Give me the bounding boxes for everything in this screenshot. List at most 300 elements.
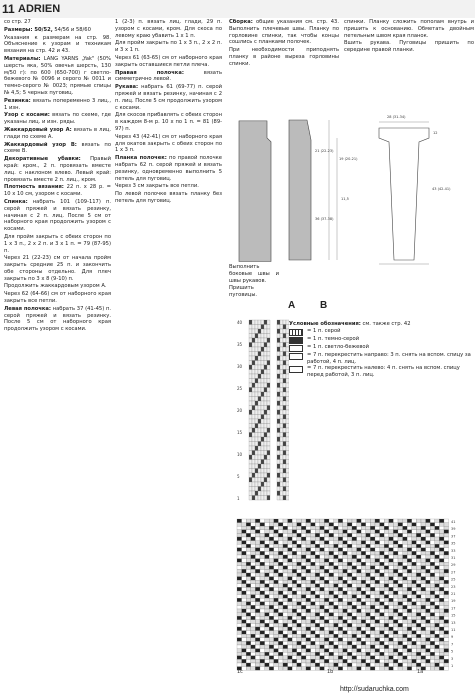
stitch-cell (421, 627, 426, 631)
stitch-cell (329, 530, 334, 534)
stitch-cell (320, 580, 325, 584)
stitch-cell (338, 627, 343, 631)
instruction-text: по правой полочке набрать 62 п. серой пряжей и вязать резинку, одновременно выполнить 5 петель для пуговиц. (115, 155, 222, 182)
stitch-cell (421, 530, 426, 534)
stitch-cell (320, 537, 325, 541)
stitch-cell (255, 544, 260, 548)
chart-a-cell (249, 437, 252, 442)
chart-a-cell (249, 460, 252, 465)
stitch-cell (370, 584, 375, 588)
stitch-cell (412, 591, 417, 595)
chart-a-cell (255, 356, 258, 361)
chart-a-cell (255, 392, 258, 397)
stitch-cell (320, 659, 325, 663)
stitch-cell (439, 555, 444, 559)
stitch-cell (375, 573, 380, 577)
stitch-cell (269, 645, 274, 649)
stitch-cell (246, 609, 251, 613)
stitch-cell (297, 541, 302, 545)
stitch-cell (274, 559, 279, 563)
stitch-cell (311, 566, 316, 570)
chart-b-cell (280, 424, 283, 429)
stitch-cell (403, 573, 408, 577)
stitch-cell (274, 569, 279, 573)
chart-b-cell (286, 419, 289, 424)
stitch-cell (416, 587, 421, 591)
stitch-cell (334, 634, 339, 638)
chart-b-cell (277, 437, 280, 442)
stitch-cell (265, 631, 270, 635)
stitch-cell (334, 541, 339, 545)
row-number: 15 (237, 430, 243, 435)
stitch-cell (255, 641, 260, 645)
stitch-cell (242, 580, 247, 584)
chart-a-cell (249, 433, 252, 438)
row-number: 7 (451, 642, 454, 647)
back-piece-shape (289, 120, 311, 260)
stitch-cell (375, 656, 380, 660)
stitch-cell (407, 627, 412, 631)
stitch-cell (430, 641, 435, 645)
stitch-cell (370, 519, 375, 523)
stitch-cell (288, 587, 293, 591)
stitch-cell (288, 605, 293, 609)
stitch-cell (278, 526, 283, 530)
stitch-cell (283, 623, 288, 627)
chart-a-cell (261, 487, 264, 492)
stitch-cell (306, 605, 311, 609)
chart-a-cell (267, 329, 270, 334)
instruction-text: Для скосов прибавлять с обеих сторон в каждом 8-м р. 10 х по 1 п. = 81 (89-97) п. (115, 112, 222, 132)
stitch-cell (255, 530, 260, 534)
instruction-paragraph (115, 155, 222, 182)
stitch-cell (251, 656, 256, 660)
stitch-cell (278, 605, 283, 609)
stitch-cell (370, 566, 375, 570)
instruction-paragraph (4, 127, 111, 141)
instruction-paragraph (4, 255, 111, 282)
stitch-cell (274, 649, 279, 653)
stitch-cell (278, 573, 283, 577)
stitch-cell (398, 645, 403, 649)
stitch-cell (315, 541, 320, 545)
stitch-cell (412, 573, 417, 577)
chart-b-cell (280, 383, 283, 388)
stitch-cell (260, 573, 265, 577)
chart-b-cell (280, 482, 283, 487)
stitch-cell (320, 548, 325, 552)
chart-a-cell (255, 361, 258, 366)
stitch-cell (380, 663, 385, 667)
stitch-cell (274, 541, 279, 545)
chart-b-cell (283, 320, 286, 325)
stitch-cell (301, 616, 306, 620)
stitch-cell (315, 537, 320, 541)
stitch-cell (384, 656, 389, 660)
stitch-cell (338, 530, 343, 534)
stitch-cell (329, 634, 334, 638)
stitch-cell (269, 562, 274, 566)
stitch-cell (357, 667, 362, 671)
stitch-cell (375, 605, 380, 609)
stitch-cell (274, 523, 279, 527)
chart-a-cell (252, 365, 255, 370)
chart-b-cell (280, 464, 283, 469)
chart-b-cell (280, 433, 283, 438)
stitch-cell (265, 566, 270, 570)
stitch-cell (255, 569, 260, 573)
stitch-cell (278, 598, 283, 602)
chart-a-cell (255, 433, 258, 438)
stitch-cell (338, 562, 343, 566)
stitch-cell (370, 627, 375, 631)
stitch-cell (375, 641, 380, 645)
stitch-cell (246, 627, 251, 631)
stitch-cell (366, 526, 371, 530)
stitch-cell (334, 656, 339, 660)
stitch-cell (260, 559, 265, 563)
stitch-cell (407, 559, 412, 563)
stitch-cell (398, 541, 403, 545)
stitch-cell (269, 602, 274, 606)
stitch-cell (329, 656, 334, 660)
stitch-cell (334, 548, 339, 552)
stitch-cell (444, 573, 449, 577)
instruction-text: вязать симметрично левой. (115, 69, 222, 83)
stitch-cell (439, 663, 444, 667)
chart-a-cell (264, 464, 267, 469)
instruction-paragraph (115, 134, 222, 154)
chart-b-cell (280, 361, 283, 366)
stitch-cell (260, 523, 265, 527)
stitch-cell (412, 605, 417, 609)
stitch-cell (370, 634, 375, 638)
stitch-cell (384, 634, 389, 638)
stitch-cell (297, 605, 302, 609)
instruction-paragraph (4, 112, 111, 126)
instruction-paragraph (115, 84, 222, 111)
stitch-cell (384, 652, 389, 656)
chart-a-cell (261, 406, 264, 411)
stitch-cell (403, 645, 408, 649)
stitch-cell (426, 631, 431, 635)
chart-a-cell (267, 325, 270, 330)
chart-a-cell (249, 338, 252, 343)
stitch-cell (380, 541, 385, 545)
stitch-cell (412, 577, 417, 581)
stitch-cell (324, 519, 329, 523)
stitch-cell (380, 638, 385, 642)
stitch-cell (288, 569, 293, 573)
instructions-small (229, 264, 279, 300)
stitch-cell (324, 580, 329, 584)
chart-b-cell (283, 419, 286, 424)
stitch-cell (435, 537, 440, 541)
stitch-cell (426, 634, 431, 638)
stitch-cell (329, 641, 334, 645)
stitch-cell (283, 526, 288, 530)
chart-a-cell (258, 455, 261, 460)
stitch-cell (324, 631, 329, 635)
stitch-cell (444, 609, 449, 613)
stitch-cell (347, 609, 352, 613)
stitch-cell (416, 631, 421, 635)
stitch-cell (421, 631, 426, 635)
stitch-cell (306, 634, 311, 638)
stitch-cell (357, 605, 362, 609)
stitch-cell (301, 533, 306, 537)
stitch-cell (357, 620, 362, 624)
chart-a-cell (267, 347, 270, 352)
stitch-cell (297, 620, 302, 624)
stitch-cell (393, 627, 398, 631)
label-m3: 36 (37-38) (315, 217, 334, 221)
stitch-cell (407, 577, 412, 581)
stitch-cell (412, 613, 417, 617)
stitch-cell (334, 580, 339, 584)
stitch-cell (274, 526, 279, 530)
stitch-cell (269, 551, 274, 555)
stitch-cell (439, 613, 444, 617)
stitch-cell (311, 638, 316, 642)
stitch-cell (430, 620, 435, 624)
chart-a-cell (261, 415, 264, 420)
stitch-cell (283, 620, 288, 624)
stitch-cell (334, 613, 339, 617)
chart-a-cell (267, 442, 270, 447)
stitch-cell (380, 569, 385, 573)
stitch-cell (435, 580, 440, 584)
stitch-cell (278, 634, 283, 638)
stitch-cell (384, 526, 389, 530)
stitch-cell (435, 641, 440, 645)
stitch-cell (301, 523, 306, 527)
chart-b-cell (283, 460, 286, 465)
chart-a-cell (255, 383, 258, 388)
legend-symbol-icon (289, 329, 303, 336)
stitch-cell (435, 559, 440, 563)
stitch-cell (269, 548, 274, 552)
stitch-cell (251, 584, 256, 588)
chart-a-cell (255, 379, 258, 384)
stitch-cell (334, 523, 339, 527)
chart-a-cell (252, 379, 255, 384)
stitch-cell (389, 595, 394, 599)
stitch-cell (237, 544, 242, 548)
stitch-cell (329, 602, 334, 606)
stitch-cell (412, 533, 417, 537)
chart-a-cell (255, 491, 258, 496)
stitch-cell (435, 605, 440, 609)
stitch-cell (237, 652, 242, 656)
stitch-cell (352, 649, 357, 653)
stitch-cell (334, 577, 339, 581)
stitch-cell (288, 634, 293, 638)
stitch-cell (347, 584, 352, 588)
stitch-cell (288, 598, 293, 602)
chart-b-cell (283, 424, 286, 429)
stitch-cell (315, 616, 320, 620)
stitch-cell (255, 645, 260, 649)
stitch-cell (380, 595, 385, 599)
stitch-cell (435, 591, 440, 595)
stitch-cell (412, 584, 417, 588)
instruction-paragraph (4, 142, 111, 156)
row-number: 21 (451, 592, 456, 596)
stitch-cell (380, 587, 385, 591)
stitch-cell (278, 649, 283, 653)
stitch-cell (274, 616, 279, 620)
stitch-cell (237, 595, 242, 599)
stitch-cell (306, 638, 311, 642)
stitch-cell (361, 523, 366, 527)
stitch-cell (320, 587, 325, 591)
stitch-cell (421, 551, 426, 555)
stitch-cell (269, 584, 274, 588)
legend-title: Условные обозначения: (289, 321, 361, 327)
stitch-cell (338, 541, 343, 545)
stitch-cell (430, 602, 435, 606)
chart-a-cell (252, 437, 255, 442)
chart-a-cell (255, 478, 258, 483)
stitch-cell (324, 627, 329, 631)
stitch-cell (393, 526, 398, 530)
chart-a-cell (249, 428, 252, 433)
stitch-cell (269, 613, 274, 617)
stitch-cell (338, 544, 343, 548)
chart-b-cell (280, 419, 283, 424)
chart-a-cell (255, 410, 258, 415)
stitch-cell (269, 616, 274, 620)
stitch-cell (343, 537, 348, 541)
stitch-cell (255, 595, 260, 599)
chart-a-cell (267, 370, 270, 375)
stitch-cell (237, 659, 242, 663)
chart-a-cell (264, 419, 267, 424)
label-m1: 21 (22-23) (315, 149, 334, 153)
stitch-cell (260, 663, 265, 667)
instruction-text: набрать 37 (41-45) п. серой пряжей и вязать резинку. После 5 см от наборного края продолжить узором с косами. (4, 305, 111, 333)
stitch-cell (361, 649, 366, 653)
stitch-cell (426, 659, 431, 663)
stitch-cell (246, 667, 251, 671)
chart-b-cell (280, 320, 283, 325)
stitch-cell (274, 544, 279, 548)
stitch-cell (426, 577, 431, 581)
stitch-cell (416, 562, 421, 566)
stitch-cell (435, 587, 440, 591)
stitch-cell (338, 634, 343, 638)
chart-a-cell (264, 478, 267, 483)
stitch-cell (237, 559, 242, 563)
stitch-cell (292, 620, 297, 624)
stitch-cell (292, 667, 297, 671)
stitch-cell (242, 652, 247, 656)
stitch-cell (347, 631, 352, 635)
stitch-cell (251, 641, 256, 645)
chart-a-cell (258, 460, 261, 465)
stitch-cell (416, 623, 421, 627)
chart-a-cell (267, 365, 270, 370)
chart-a-cell (255, 455, 258, 460)
stitch-cell (292, 544, 297, 548)
stitch-cell (260, 562, 265, 566)
stitch-cell (320, 609, 325, 613)
stitch-cell (347, 620, 352, 624)
stitch-cell (439, 638, 444, 642)
instruction-paragraph (229, 47, 339, 67)
chart-b-cell (283, 388, 286, 393)
stitch-cell (444, 566, 449, 570)
chart-b-cell (283, 464, 286, 469)
stitch-cell (306, 667, 311, 671)
stitch-cell (357, 645, 362, 649)
stitch-cell (439, 667, 444, 671)
stitch-cell (393, 559, 398, 563)
stitch-cell (251, 562, 256, 566)
stitch-cell (269, 587, 274, 591)
stitch-cell (393, 530, 398, 534)
stitch-cell (311, 559, 316, 563)
chart-b-cell (277, 406, 280, 411)
stitch-cell (375, 659, 380, 663)
stitch-cell (306, 602, 311, 606)
stitch-cell (370, 555, 375, 559)
stitch-cell (416, 541, 421, 545)
stitch-cell (242, 584, 247, 588)
stitch-cell (274, 641, 279, 645)
stitch-cell (265, 584, 270, 588)
stitch-cell (444, 526, 449, 530)
row-number: 1 (451, 664, 454, 668)
stitch-cell (343, 559, 348, 563)
stitch-cell (269, 541, 274, 545)
page-header (0, 0, 475, 18)
chart-b-cell (277, 446, 280, 451)
stitch-cell (274, 634, 279, 638)
stitch-cell (251, 638, 256, 642)
stitch-cell (347, 638, 352, 642)
stitch-cell (347, 634, 352, 638)
chart-a-cell (261, 428, 264, 433)
stitch-cell (416, 559, 421, 563)
stitch-cell (347, 602, 352, 606)
stitch-cell (329, 623, 334, 627)
stitch-cell (444, 659, 449, 663)
stitch-cell (251, 595, 256, 599)
stitch-cell (242, 620, 247, 624)
stitch-cell (278, 591, 283, 595)
stitch-cell (320, 523, 325, 527)
stitch-cell (398, 591, 403, 595)
instruction-heading: Планка полочек: (115, 155, 167, 162)
stitch-cell (297, 613, 302, 617)
stitch-cell (380, 537, 385, 541)
chart-a-cell (249, 473, 252, 478)
stitch-cell (375, 649, 380, 653)
stitch-cell (375, 595, 380, 599)
stitch-cell (283, 580, 288, 584)
stitch-cell (421, 620, 426, 624)
stitch-cell (311, 537, 316, 541)
stitch-cell (297, 580, 302, 584)
stitch-cell (352, 587, 357, 591)
instruction-text: Пришить пуговицы. (229, 285, 258, 299)
stitch-cell (260, 656, 265, 660)
stitch-cell (251, 580, 256, 584)
stitch-cell (288, 562, 293, 566)
stitch-cell (265, 623, 270, 627)
